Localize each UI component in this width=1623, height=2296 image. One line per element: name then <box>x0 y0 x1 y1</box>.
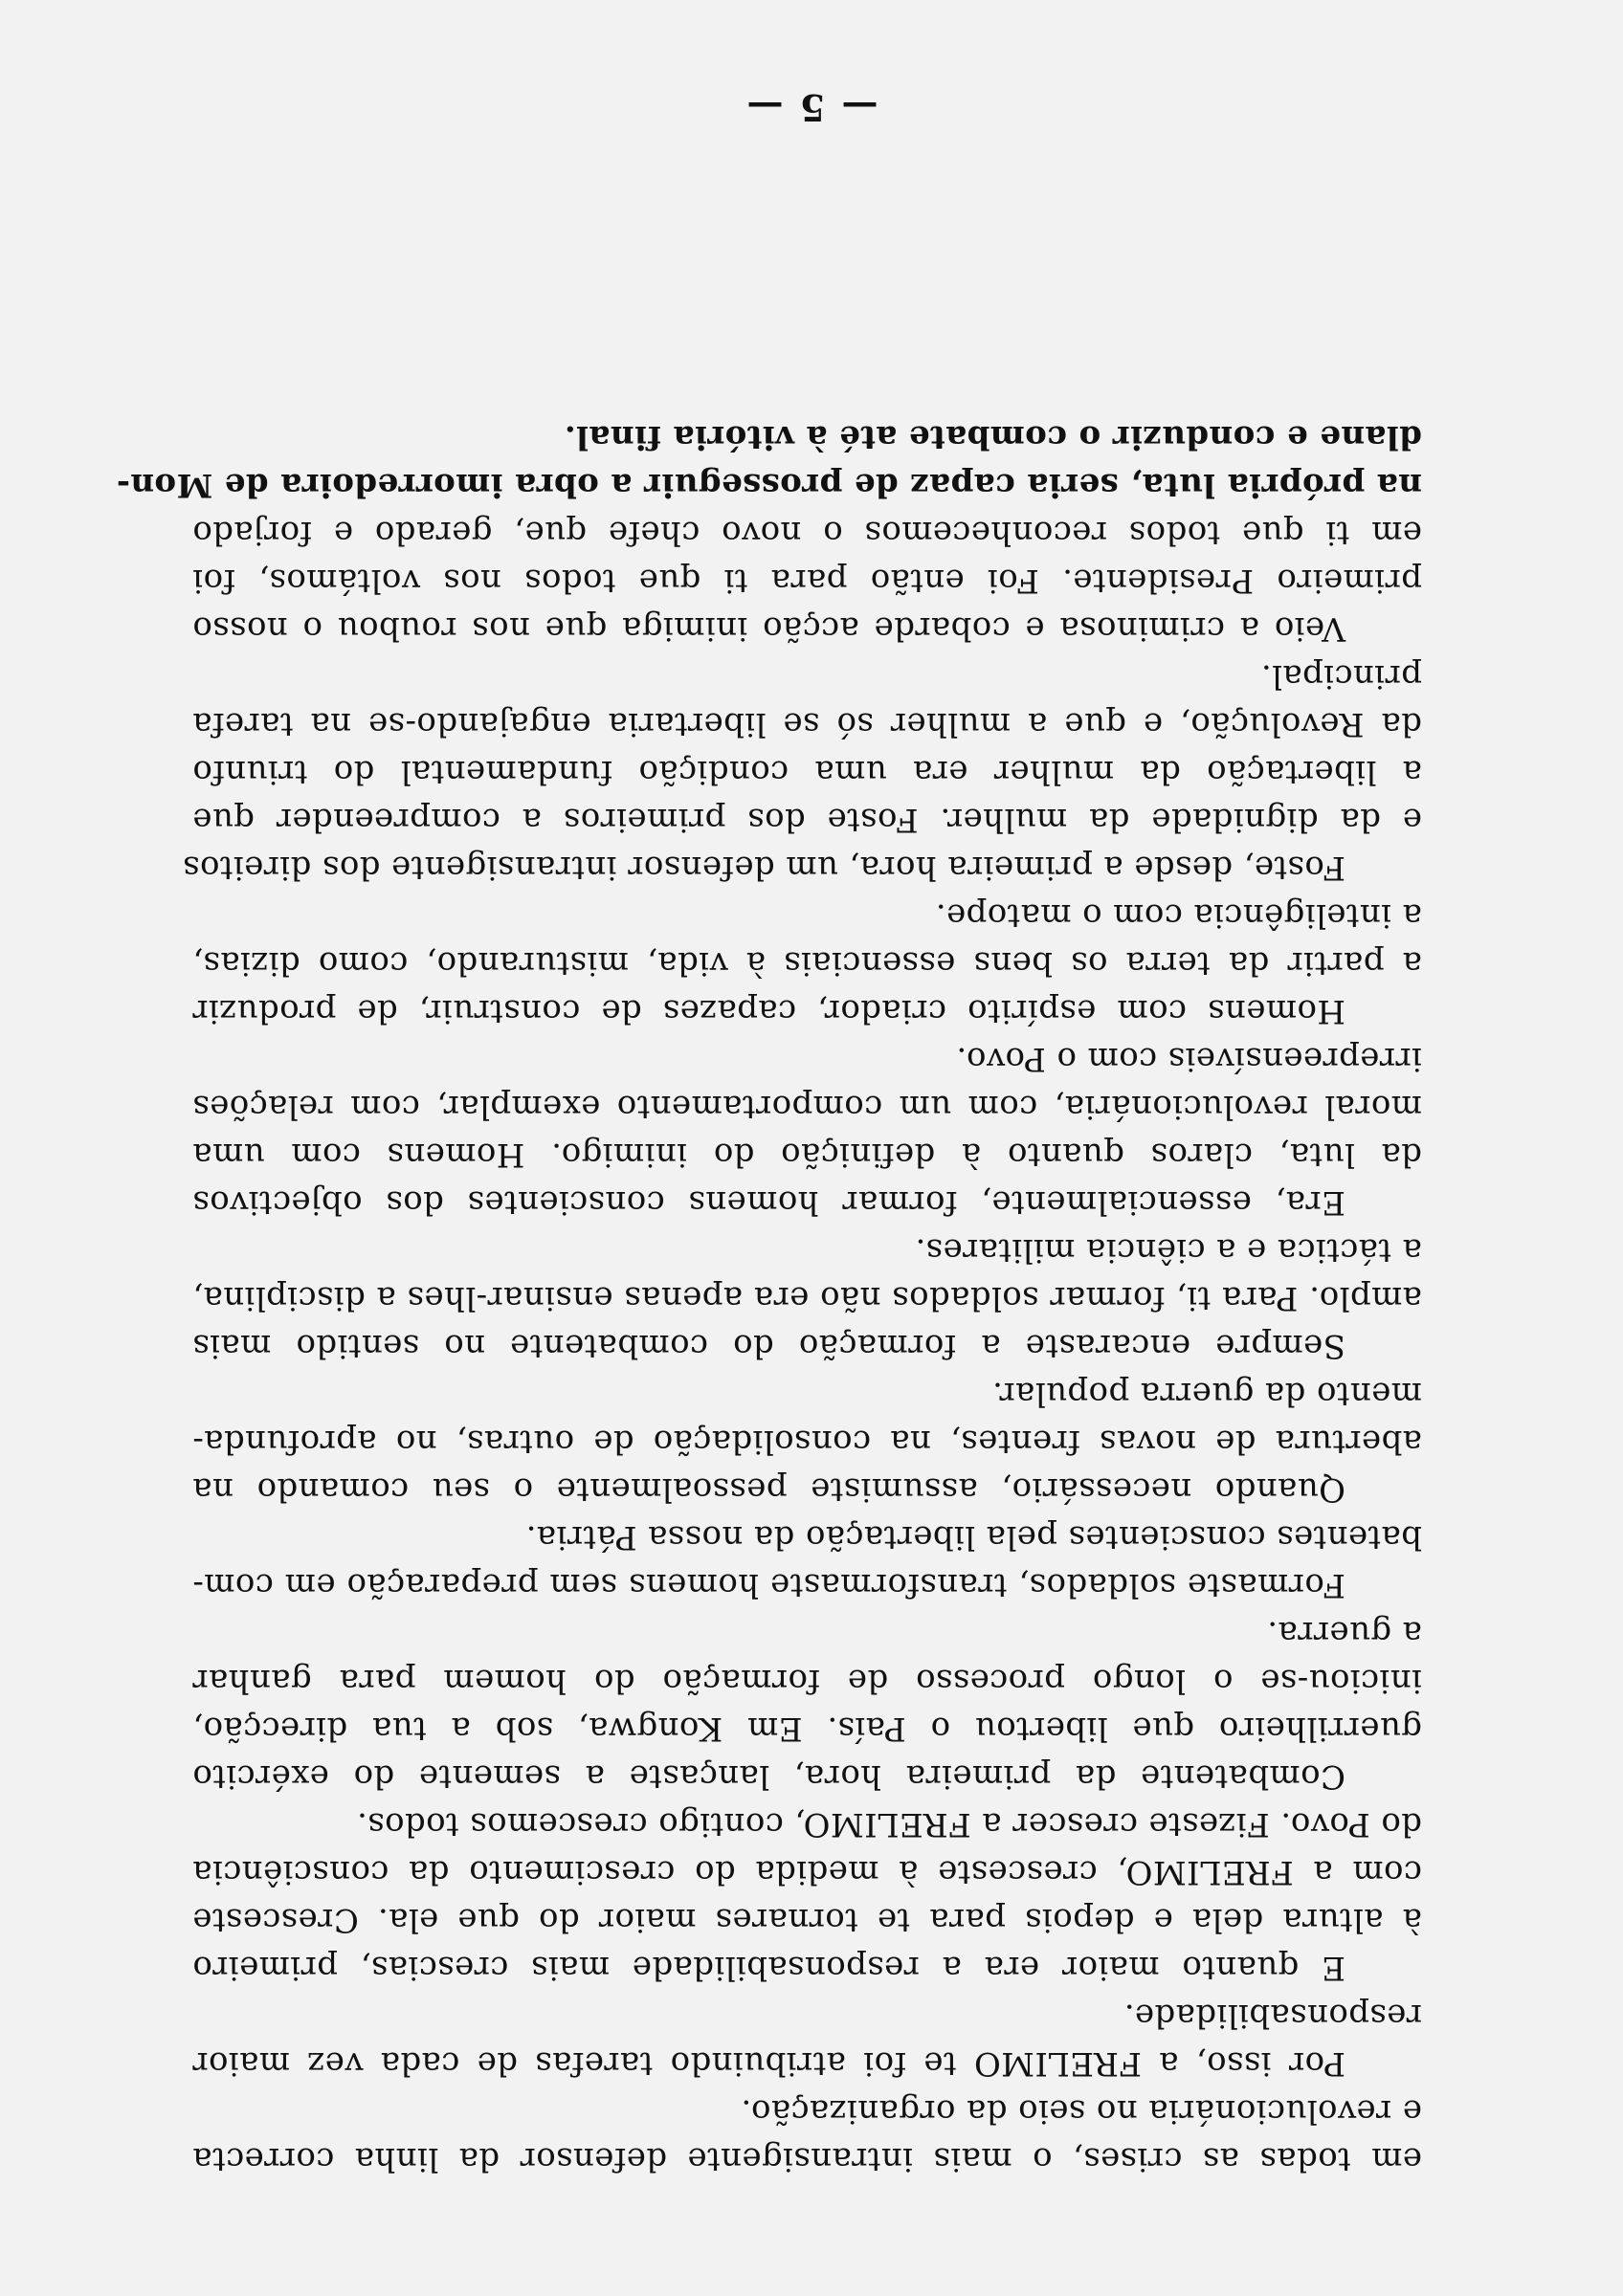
text-line: e da dignidade da mulher. Foste dos primeiros a compreender que <box>192 801 1422 839</box>
text-line: guerrilheiro que libertou o País. Em Kongwa, sob a tua direcção, <box>192 1710 1422 1748</box>
text-line: moral revolucionária, com um comportamento exemplar, com relações <box>192 1088 1422 1126</box>
text-line: a libertação da mulher era uma condição fundamental do triunfo <box>192 753 1422 791</box>
body-text <box>116 413 1422 2183</box>
text-line: a táctica e a ciência militares. <box>915 1231 1422 1269</box>
text-line: mento da guerra popular. <box>991 1375 1422 1413</box>
text-line: à altura dela e depois para te tornares maior do que ela. Cresceste <box>192 1901 1422 1939</box>
text-line: principal. <box>1260 657 1422 695</box>
text-line: Quando necessário, assumiste pessoalmente o seu comando na <box>192 1470 1345 1509</box>
text-line: E quanto maior era a responsabilidade mais crescias, primeiro <box>192 1949 1345 1987</box>
text-line: Foste, desde a primeira hora, um defensor intransigente dos direitos <box>182 849 1345 887</box>
text-line: a guerra. <box>1266 1614 1422 1652</box>
text-line: irrepreensíveis com o Povo. <box>956 1040 1422 1078</box>
text-line: responsabilidade. <box>1123 1997 1422 2035</box>
page-number: — 5 — <box>745 86 878 129</box>
text-line: Formaste soldados, transformaste homens sem preparação em com- <box>192 1566 1345 1604</box>
text-line: dlane e conduzir o combate até à vitória final. <box>564 418 1422 456</box>
text-line: da Revolução, e que a mulher só se libertaria engajando-se na tarefa <box>192 705 1422 743</box>
text-line: e revolucionária no seio da organização. <box>741 2092 1422 2130</box>
text-line: Combatente da primeira hora, lançaste a semente do exército <box>192 1757 1345 1796</box>
text-line: da luta, claros quanto à definição do inimigo. Homens com uma <box>192 1136 1422 1174</box>
text-line: a partir da terra os bens essenciais à vida, misturando, como dizias, <box>192 944 1422 982</box>
text-line: iniciou-se o longo processo de formação do homem para ganhar <box>192 1662 1422 1700</box>
text-line: em ti que todos reconhecemos o novo chefe que, gerado e forjado <box>192 514 1422 552</box>
text-line: Veio a criminosa e cobarde acção inimiga que nos roubou o nosso <box>192 609 1345 648</box>
text-line: Por isso, a FRELIMO te foi atribuindo tarefas de cada vez maior <box>192 2044 1345 2083</box>
text-line: abertura de novas frentes, na consolidação de outras, no aprofunda- <box>192 1423 1422 1461</box>
text-line: primeiro Presidente. Foi então para ti que todos nos voltámos, foi <box>192 562 1422 600</box>
text-line: em todas as crises, o mais intransigente defensor da linha correcta <box>192 2140 1422 2178</box>
text-line: amplo. Para ti, formar soldados não era apenas ensinar-lhes a disciplina, <box>192 1279 1422 1317</box>
text-line: Era, essencialmente, formar homens conscientes dos objectivos <box>192 1183 1345 1222</box>
text-line: Homens com espírito criador, capazes de construir, de produzir <box>192 992 1345 1030</box>
text-line: com a FRELIMO, cresceste à medida do crescimento da consciência <box>192 1853 1422 1891</box>
text-line: a inteligência com o matope. <box>935 896 1422 935</box>
text-line: do Povo. Fizeste crescer a FRELIMO, contigo crescemos todos. <box>356 1805 1422 1843</box>
text-line: Sempre encaraste a formação do combatente no sentido mais <box>192 1327 1345 1365</box>
text-line: na própria luta, seria capaz de prosseguir a obra imorredoira de Mon- <box>116 466 1422 504</box>
text-line: batentes conscientes pela libertação da nossa Pátria. <box>525 1518 1422 1556</box>
